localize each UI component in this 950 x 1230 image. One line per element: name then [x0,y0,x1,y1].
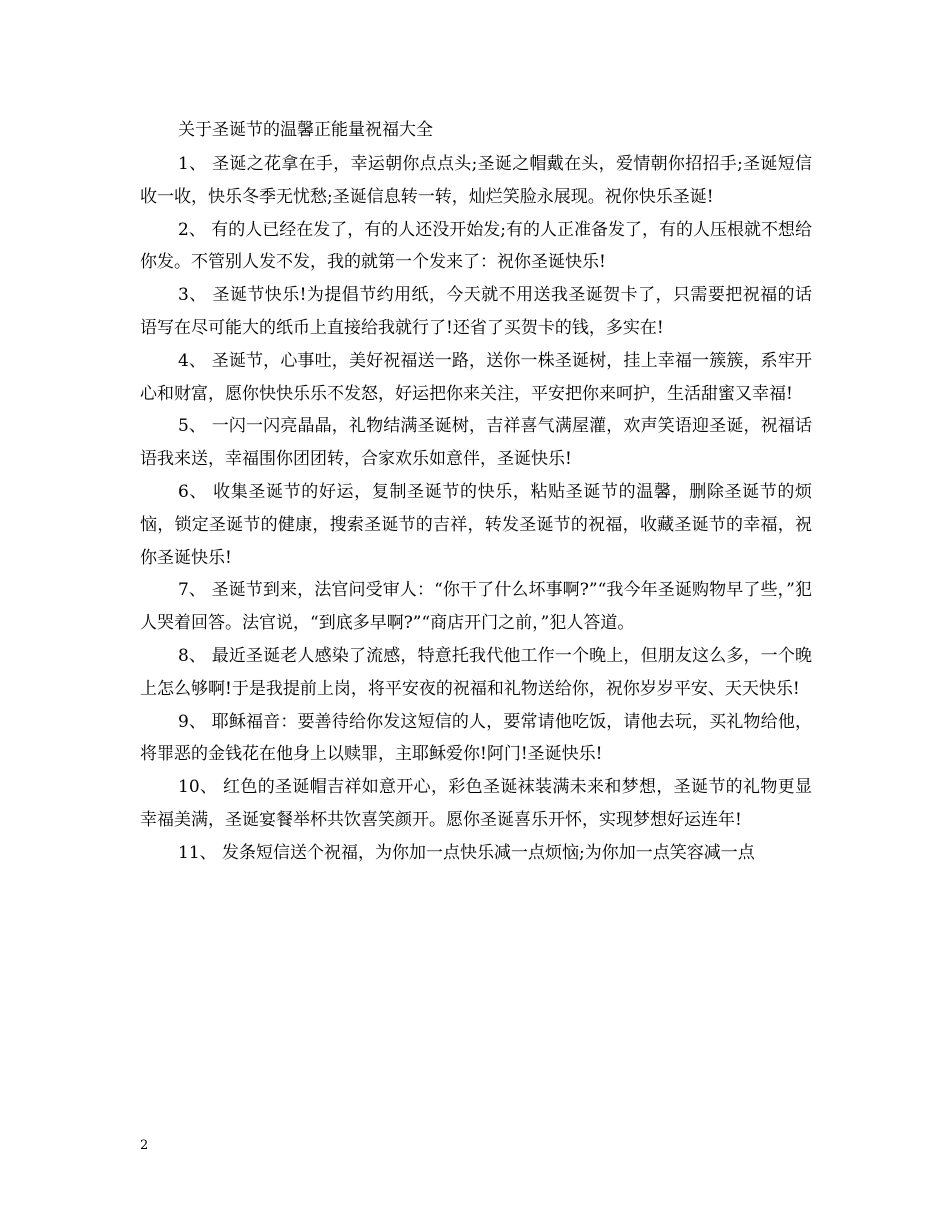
document-body [140,148,812,870]
paragraph-10: 10、 红色的圣诞帽吉祥如意开心，彩色圣诞袜装满未来和梦想，圣诞节的礼物更显幸福美满，圣诞宴餐举杯共饮喜笑颜开。愿你圣诞喜乐开怀，实现梦想好运连年! [140,777,812,830]
paragraph-1: 1、 圣诞之花拿在手，幸运朝你点点头;圣诞之帽戴在头，爱情朝你招招手;圣诞短信收一收，快乐冬季无忧愁;圣诞信息转一转，灿烂笑脸永展现。祝你快乐圣诞! [140,154,812,207]
paragraph-8: 8、 最近圣诞老人感染了流感，特意托我代他工作一个晚上，但朋友这么多，一个晚上怎么够啊!于是我提前上岗，将平安夜的祝福和礼物送给你，祝你岁岁平安、天天快乐! [140,645,812,699]
paragraph-5: 5、 一闪一闪亮晶晶，礼物结满圣诞树，吉祥喜气满屋灌，欢声笑语迎圣诞，祝福话语我来送，幸福围你团团转，合家欢乐如意伴，圣诞快乐! [140,416,812,470]
document-title: 关于圣诞节的温馨正能量祝福大全 [178,120,433,140]
paragraph-4: 4、 圣诞节，心事吐，美好祝福送一路，送你一株圣诞树，挂上幸福一簇簇，系牢开心和财富，愿你快快乐乐不发怒，好运把你来关注，平安把你来呵护，生活甜蜜又幸福! [140,350,812,404]
paragraph-11: 11、 发条短信送个祝福，为你加一点快乐减一点烦恼;为你加一点笑容减一点 [178,842,755,863]
paragraph-9: 9、 耶稣福音：要善待给你发这短信的人，要常请他吃饭，请他去玩，买礼物给他，将罪恶的金钱花在他身上以赎罪，主耶稣爱你!阿门!圣诞快乐! [140,711,812,765]
paragraph-6: 6、 收集圣诞节的好运，复制圣诞节的快乐，粘贴圣诞节的温馨，删除圣诞节的烦恼，锁定圣诞节的健康，搜索圣诞节的吉祥，转发圣诞节的祝福，收藏圣诞节的幸福，祝你圣诞快乐! [140,481,812,568]
paragraph-2: 2、 有的人已经在发了，有的人还没开始发;有的人正准备发了，有的人压根就不想给你发。不管别人发不发，我的就第一个发来了：祝你圣诞快乐! [140,219,812,273]
paragraph-3: 3、 圣诞节快乐!为提倡节约用纸，今天就不用送我圣诞贺卡了，只需要把祝福的话语写在尽可能大的纸币上直接给我就行了!还省了买贺卡的钱，多实在! [140,285,812,338]
paragraph-7: 7、 圣诞节到来，法官问受审人：“你干了什么坏事啊?”“我今年圣诞购物早了些，”犯人哭着回答。法官说，“到底多早啊?”“商店开门之前，”犯人答道。 [140,580,812,634]
page-number: 2 [140,1138,149,1153]
